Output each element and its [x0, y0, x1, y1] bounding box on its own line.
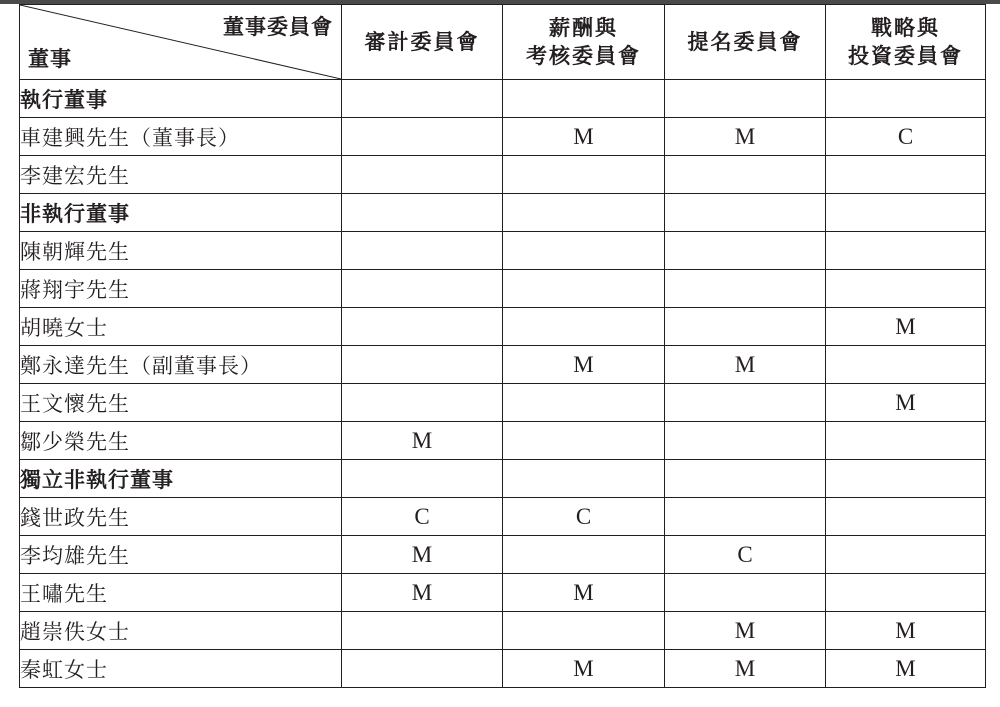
director-name: 秦虹女士	[20, 650, 342, 688]
section-header-row	[20, 460, 986, 498]
table-header-row	[20, 5, 986, 80]
membership-cell	[665, 384, 826, 422]
membership-cell	[826, 232, 986, 270]
membership-cell	[503, 308, 665, 346]
table-row	[20, 498, 986, 536]
membership-cell: M	[342, 574, 503, 612]
membership-cell: M	[503, 650, 665, 688]
membership-cell	[826, 498, 986, 536]
membership-cell	[826, 270, 986, 308]
membership-cell: M	[503, 118, 665, 156]
membership-cell	[826, 422, 986, 460]
membership-cell: C	[503, 498, 665, 536]
column-header-line2: 考核委員會	[526, 44, 641, 68]
membership-cell	[826, 346, 986, 384]
table-row	[20, 574, 986, 612]
membership-cell: M	[665, 118, 826, 156]
table-row	[20, 346, 986, 384]
director-name: 陳朝輝先生	[20, 232, 342, 270]
membership-cell	[665, 80, 826, 118]
membership-cell	[665, 308, 826, 346]
table-row	[20, 384, 986, 422]
table-row	[20, 232, 986, 270]
section-title: 獨立非執行董事	[20, 460, 342, 498]
section-title: 執行董事	[20, 80, 342, 118]
director-name: 鄭永達先生（副董事長）	[20, 346, 342, 384]
membership-cell: M	[826, 612, 986, 650]
membership-cell: C	[826, 118, 986, 156]
director-name: 蔣翔宇先生	[20, 270, 342, 308]
table-row	[20, 270, 986, 308]
column-header-remuneration	[503, 5, 665, 80]
column-header-line2: 投資委員會	[848, 44, 963, 68]
director-name: 鄒少榮先生	[20, 422, 342, 460]
membership-cell	[665, 232, 826, 270]
director-name: 王文懷先生	[20, 384, 342, 422]
membership-cell	[342, 232, 503, 270]
membership-cell	[826, 156, 986, 194]
column-header-nomination	[665, 5, 826, 80]
table-row	[20, 308, 986, 346]
membership-cell: C	[665, 536, 826, 574]
director-name: 趙崇佚女士	[20, 612, 342, 650]
membership-cell: M	[826, 384, 986, 422]
membership-cell	[826, 536, 986, 574]
membership-cell: M	[342, 422, 503, 460]
membership-cell	[342, 384, 503, 422]
membership-cell	[342, 308, 503, 346]
column-header-line2: 審計委員會	[364, 30, 480, 54]
membership-cell	[665, 422, 826, 460]
director-header-label: 董事	[28, 47, 72, 71]
director-name: 王嘯先生	[20, 574, 342, 612]
diagonal-header-cell	[20, 5, 342, 80]
membership-cell	[826, 574, 986, 612]
table-row	[20, 612, 986, 650]
director-name: 李均雄先生	[20, 536, 342, 574]
column-header-line1: 薪酬與	[549, 16, 618, 40]
membership-cell	[826, 194, 986, 232]
table-row	[20, 650, 986, 688]
column-header-line2: 提名委員會	[687, 30, 803, 54]
membership-cell	[503, 80, 665, 118]
membership-cell	[503, 194, 665, 232]
membership-cell: M	[826, 650, 986, 688]
membership-cell	[342, 118, 503, 156]
membership-cell: M	[665, 612, 826, 650]
director-name: 車建興先生（董事長）	[20, 118, 342, 156]
membership-cell	[342, 270, 503, 308]
membership-cell	[342, 80, 503, 118]
membership-cell	[665, 498, 826, 536]
membership-cell	[503, 536, 665, 574]
column-header-line1: 戰略與	[871, 16, 940, 40]
membership-cell	[826, 80, 986, 118]
membership-cell	[665, 270, 826, 308]
table-row	[20, 118, 986, 156]
section-header-row	[20, 194, 986, 232]
table-row	[20, 422, 986, 460]
membership-cell	[342, 650, 503, 688]
membership-cell	[503, 460, 665, 498]
column-header-audit	[342, 5, 503, 80]
section-title: 非執行董事	[20, 194, 342, 232]
membership-cell	[503, 612, 665, 650]
section-header-row	[20, 80, 986, 118]
membership-cell: M	[665, 650, 826, 688]
membership-cell: M	[665, 346, 826, 384]
table-row	[20, 156, 986, 194]
membership-cell	[665, 460, 826, 498]
column-header-strategy	[826, 5, 986, 80]
membership-cell: M	[503, 346, 665, 384]
membership-cell	[503, 422, 665, 460]
membership-cell	[503, 270, 665, 308]
committee-header-label: 董事委員會	[223, 15, 333, 39]
membership-cell	[665, 156, 826, 194]
membership-cell: C	[342, 498, 503, 536]
director-name: 胡曉女士	[20, 308, 342, 346]
membership-cell: M	[503, 574, 665, 612]
director-name: 錢世政先生	[20, 498, 342, 536]
table-row	[20, 536, 986, 574]
membership-cell	[342, 194, 503, 232]
membership-cell	[503, 232, 665, 270]
membership-cell	[826, 460, 986, 498]
membership-cell	[342, 346, 503, 384]
membership-cell	[665, 194, 826, 232]
table-body	[20, 80, 986, 688]
committee-membership-table	[19, 4, 986, 688]
membership-cell	[342, 612, 503, 650]
membership-cell: M	[342, 536, 503, 574]
membership-cell	[665, 574, 826, 612]
membership-cell	[342, 460, 503, 498]
membership-cell: M	[826, 308, 986, 346]
director-name: 李建宏先生	[20, 156, 342, 194]
membership-cell	[503, 156, 665, 194]
membership-cell	[342, 156, 503, 194]
membership-cell	[503, 384, 665, 422]
